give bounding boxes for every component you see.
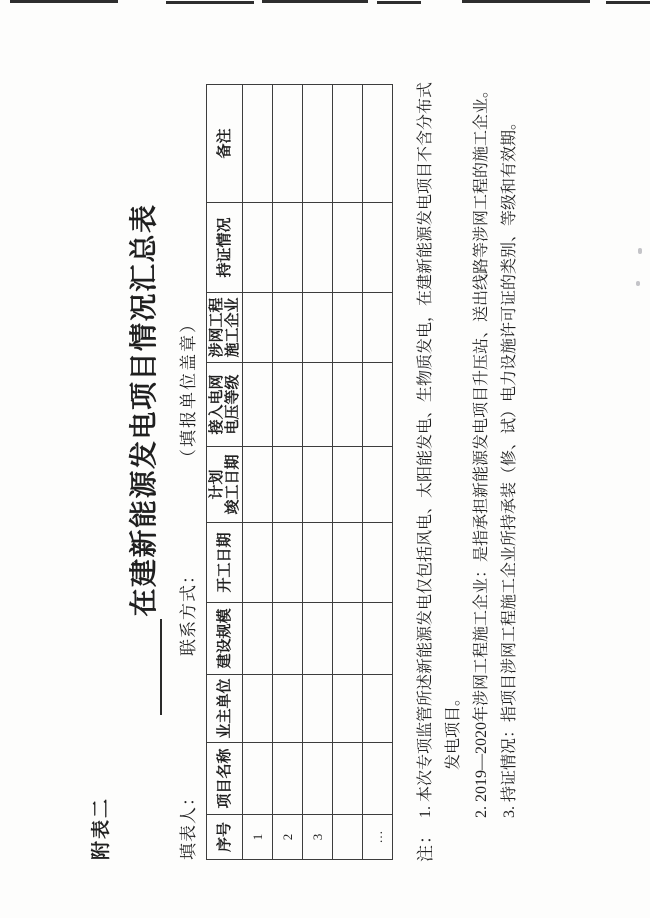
header-cell-project-name — [207, 743, 243, 815]
row-number-cell — [333, 815, 363, 860]
empty-cell — [333, 743, 363, 815]
scan-edge-artifact — [166, 1, 254, 4]
header-text: 备注 — [216, 128, 233, 159]
table-row — [333, 85, 363, 860]
empty-cell — [303, 85, 333, 203]
empty-cell — [243, 743, 273, 815]
empty-cell — [333, 447, 363, 523]
empty-cell — [303, 203, 333, 293]
header-text: 施工企业 — [224, 297, 241, 358]
row-number-cell: 1 — [243, 815, 273, 860]
header-text: 接入电网 — [208, 374, 225, 435]
empty-cell — [243, 203, 273, 293]
scan-speck — [636, 281, 640, 286]
header-cell-construction-scale — [207, 603, 243, 675]
empty-cell — [273, 447, 303, 523]
table-row — [273, 85, 303, 860]
empty-cell — [303, 675, 333, 743]
empty-cell — [273, 203, 303, 293]
empty-cell — [333, 293, 363, 363]
header-text: 项目名称 — [216, 748, 233, 809]
header-text: 序号 — [216, 822, 233, 853]
row-number-cell: 2 — [273, 815, 303, 860]
row-number-cell: … — [363, 815, 393, 860]
scan-speck — [638, 248, 642, 254]
notes-label: 注： — [416, 826, 435, 862]
notes-body — [412, 82, 524, 818]
header-text: 开工日期 — [216, 532, 233, 593]
header-text: 电压等级 — [224, 374, 241, 435]
seal-instruction: （填报单位盖章） — [179, 314, 198, 466]
scan-edge-artifact — [10, 0, 118, 3]
empty-cell — [273, 743, 303, 815]
empty-cell — [243, 523, 273, 603]
empty-cell — [363, 203, 393, 293]
header-cell-grid-voltage-level — [207, 363, 243, 447]
document-title: 在建新能源发电项目情况汇总表 — [127, 203, 160, 617]
title-blank-underline — [132, 619, 162, 715]
contact-label: 联系方式： — [179, 566, 198, 656]
document-title-line — [122, 0, 162, 918]
table-header-row — [207, 85, 243, 860]
empty-cell — [333, 523, 363, 603]
empty-cell — [273, 293, 303, 363]
header-cell-serial — [207, 815, 243, 860]
empty-cell — [333, 203, 363, 293]
header-cell-planned-completion-date — [207, 447, 243, 523]
empty-cell — [303, 743, 333, 815]
empty-cell — [363, 675, 393, 743]
empty-cell — [363, 603, 393, 675]
row-number-cell: 3 — [303, 815, 333, 860]
empty-cell — [243, 675, 273, 743]
header-text: 持证情况 — [216, 217, 233, 278]
table-row — [303, 85, 333, 860]
empty-cell — [243, 447, 273, 523]
header-cell-license-status — [207, 203, 243, 293]
empty-cell — [303, 523, 333, 603]
empty-cell — [303, 447, 333, 523]
header-text: 计划 — [208, 469, 225, 500]
note-line: 1. 本次专项监管所述新能源发电仅包括风电、太阳能发电、生物质发电，在建新能源发电项目不含分布式 — [417, 81, 434, 818]
table-row — [243, 85, 273, 860]
empty-cell — [363, 363, 393, 447]
header-cell-remarks — [207, 85, 243, 203]
empty-cell — [273, 523, 303, 603]
empty-cell — [303, 293, 333, 363]
empty-cell — [243, 293, 273, 363]
empty-cell — [273, 85, 303, 203]
empty-cell — [363, 447, 393, 523]
empty-cell — [363, 523, 393, 603]
empty-cell — [333, 603, 363, 675]
projects-table — [206, 84, 393, 860]
footnotes — [412, 72, 524, 862]
scan-edge-artifact — [262, 0, 368, 3]
empty-cell — [243, 85, 273, 203]
empty-cell — [273, 603, 303, 675]
note-line: 2. 2019—2020年涉网工程施工企业：是指承担新能源发电项目升压站、送出线路等涉网工程的施工企业。 — [473, 81, 490, 818]
scan-edge-artifact — [462, 0, 590, 3]
header-cell-start-date — [207, 523, 243, 603]
scan-edge-artifact — [377, 1, 421, 4]
info-line — [174, 0, 198, 918]
empty-cell — [363, 293, 393, 363]
empty-cell — [243, 363, 273, 447]
empty-cell — [273, 675, 303, 743]
empty-cell — [333, 363, 363, 447]
empty-cell — [363, 85, 393, 203]
appendix-label: 附表二 — [91, 796, 112, 860]
header-text: 涉网工程 — [208, 297, 225, 358]
header-cell-grid-construction-enterprise — [207, 293, 243, 363]
empty-cell — [273, 363, 303, 447]
empty-cell — [303, 363, 333, 447]
empty-cell — [303, 603, 333, 675]
empty-cell — [333, 675, 363, 743]
scan-edge-artifact — [606, 1, 650, 4]
empty-cell — [243, 603, 273, 675]
table-row — [363, 85, 393, 860]
header-text: 建设规模 — [216, 608, 233, 669]
empty-cell — [363, 743, 393, 815]
form-filler-label: 填表人： — [179, 788, 198, 860]
header-text: 竣工日期 — [224, 454, 241, 515]
note-line: 3. 持证情况：指项目涉网工程施工企业所持承装（修、试）电力设施许可证的类别、等级和有效期。 — [501, 113, 518, 818]
note-line: 发电项目。 — [445, 689, 462, 770]
empty-cell — [333, 85, 363, 203]
header-text: 业主单位 — [216, 678, 233, 739]
header-cell-owner-unit — [207, 675, 243, 743]
